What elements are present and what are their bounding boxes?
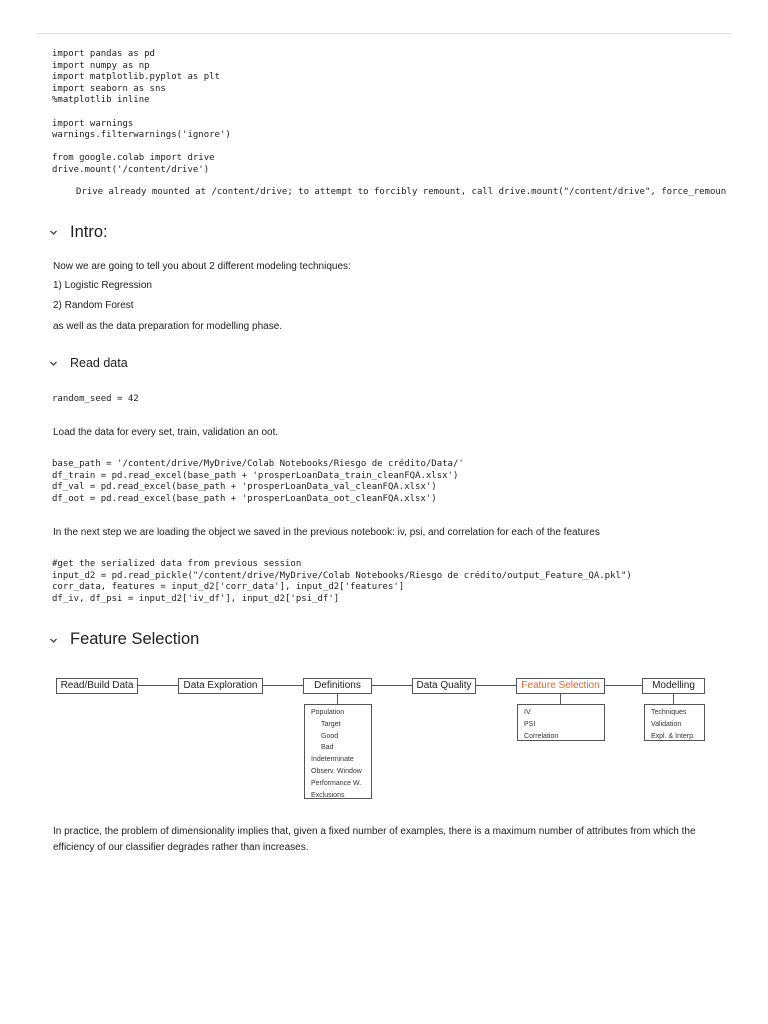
code-cell-seed[interactable]: random_seed = 42 <box>52 394 139 404</box>
pipeline-diagram <box>52 673 712 803</box>
chevron-down-icon[interactable] <box>49 228 58 237</box>
intro-line: 2) Random Forest <box>53 300 134 311</box>
connector <box>560 694 561 704</box>
intro-line: as well as the data preparation for modelling phase. <box>53 321 283 332</box>
connector <box>337 694 338 704</box>
code-cell-pickle[interactable]: #get the serialized data from previous session input_d2 = pd.read_pickle("/content/drive/MyDrive/Colab Notebooks/Riesgo de crédito/output_Feature_QA.pkl") corr_data, features = input_d2['corr_data'], input_d2['features'] df_iv, df_psi = input_d2['iv_df'], input_d2['psi_df'] <box>52 559 632 604</box>
definitions-item: Observ. Window <box>311 767 362 775</box>
chevron-down-icon[interactable] <box>49 636 58 645</box>
stage-modelling: Modelling <box>642 678 705 694</box>
intro-line: 1) Logistic Regression <box>53 280 152 291</box>
dimensionality-paragraph: In practice, the problem of dimensionality implies that, given a fixed number of examples, there is a maximum number of attributes from which the efficiency of our classifier degrades rather than increases. <box>53 826 696 853</box>
feature-item: PSI <box>524 720 536 728</box>
stage-data-quality: Data Quality <box>412 678 476 694</box>
definitions-item: Good <box>321 732 339 740</box>
definitions-item: Bad <box>321 744 334 752</box>
connector <box>605 685 642 686</box>
cell-divider <box>36 33 732 34</box>
definitions-item: Exclusions <box>311 791 345 799</box>
cell-output-drive-mount: Drive already mounted at /content/drive; to attempt to forcibly remount, call drive.mount("/content/drive", force_remoun <box>76 187 727 197</box>
stage-definitions: Definitions <box>303 678 372 694</box>
connector <box>476 685 516 686</box>
stage-data-exploration: Data Exploration <box>178 678 263 694</box>
code-cell-imports[interactable]: import pandas as pd import numpy as np import matplotlib.pyplot as plt import seaborn as sns %matplotlib inline import warnings warnings.filterwarnings('ignore') from google.colab import drive drive.mount('/content/drive') <box>52 49 231 175</box>
modelling-detail-box <box>644 704 705 741</box>
modelling-item: Expl. & Interp. <box>651 732 695 740</box>
definitions-item: Indeterminate <box>311 756 354 764</box>
definitions-item: Population <box>311 709 345 716</box>
connector <box>372 685 412 686</box>
next-step-text: In the next step we are loading the object we saved in the previous notebook: iv, psi, and correlation for each of the features <box>53 527 600 538</box>
modelling-item: Techniques <box>651 709 687 716</box>
feature-item: Correlation <box>524 732 559 740</box>
feature-item: IV <box>524 709 531 716</box>
definitions-item: Target <box>321 720 341 728</box>
section-heading-read-data: Read data <box>70 356 128 370</box>
intro-line: Now we are going to tell you about 2 different modeling techniques: <box>53 261 351 272</box>
section-heading-feature-selection: Feature Selection <box>70 630 200 648</box>
connector <box>263 685 303 686</box>
feature-selection-detail-box <box>517 704 605 741</box>
section-heading-intro: Intro: <box>70 223 108 241</box>
stage-read-build-data: Read/Build Data <box>56 678 138 694</box>
connector <box>138 685 178 686</box>
modelling-item: Validation <box>651 720 682 728</box>
definitions-item: Performance W. <box>311 779 362 787</box>
load-data-text: Load the data for every set, train, validation an oot. <box>53 427 279 438</box>
code-cell-load-data[interactable]: base_path = '/content/drive/MyDrive/Colab Notebooks/Riesgo de crédito/Data/' df_train = pd.read_excel(base_path + 'prosperLoanData_train_cleanFQA.xlsx') df_val = pd.read_excel(base_path + 'prosperLoanData_val_cleanFQA.xlsx') df_oot = pd.read_excel(base_path + 'prosperLoanData_oot_cleanFQA.xlsx') <box>52 459 464 504</box>
connector <box>673 694 674 704</box>
chevron-down-icon[interactable] <box>49 359 58 368</box>
definitions-detail-box <box>304 704 372 799</box>
stage-feature-selection: Feature Selection <box>516 678 605 694</box>
